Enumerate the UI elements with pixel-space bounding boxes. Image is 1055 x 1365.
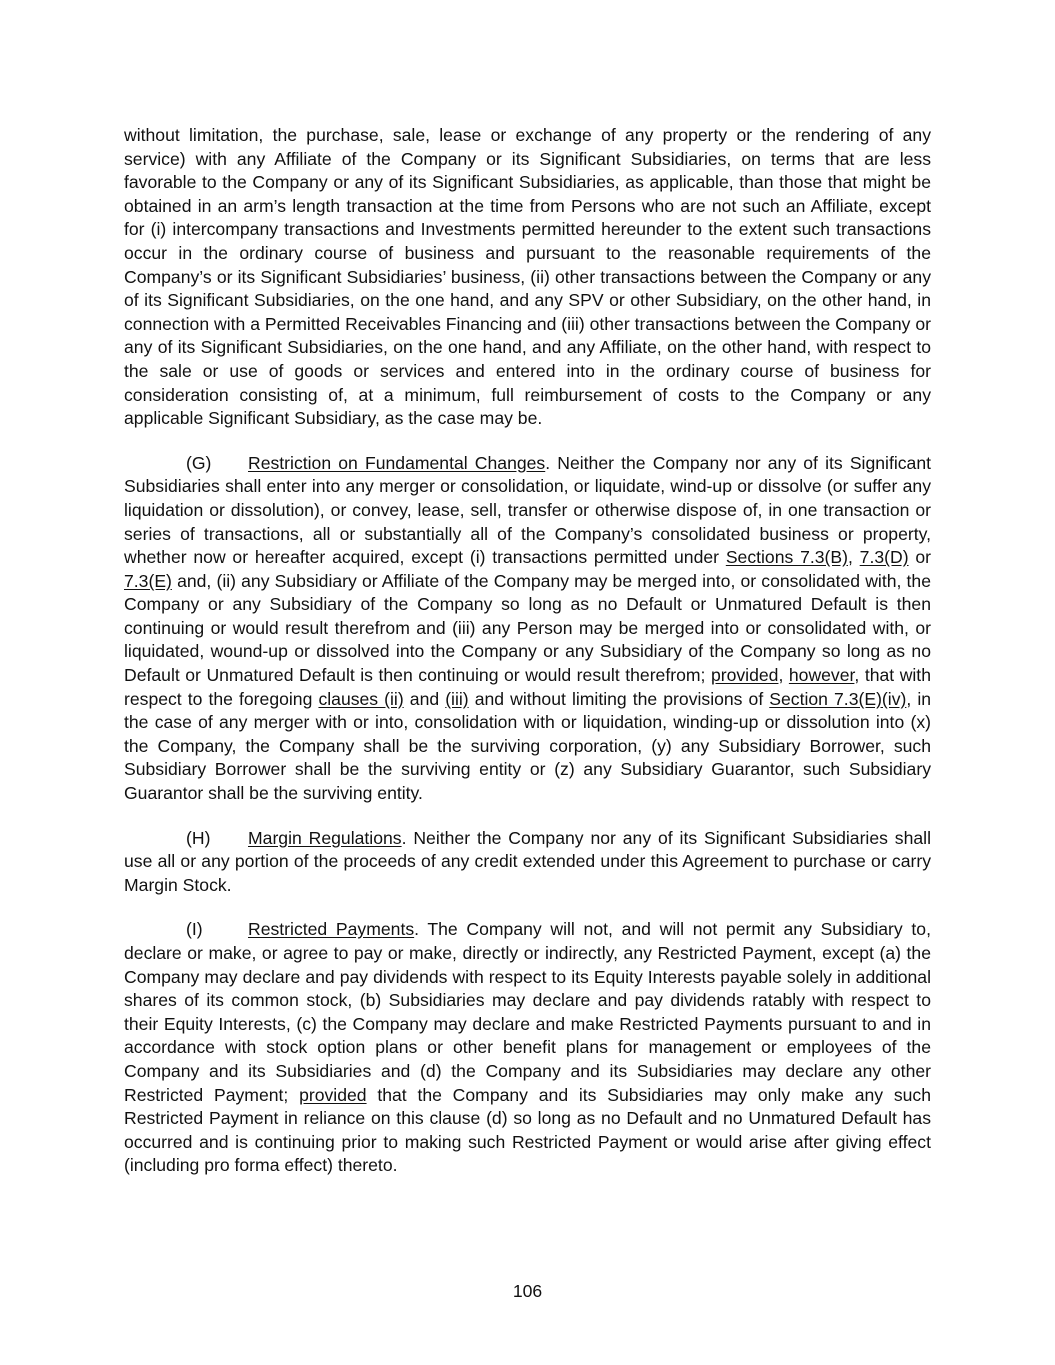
section-g-text: , that with respect to the foregoing xyxy=(124,665,931,709)
page-number: 106 xyxy=(512,1281,543,1301)
cross-reference: Sections 7.3(B) xyxy=(725,547,848,568)
section-g xyxy=(124,452,931,806)
section-g-text: . Neither the Company nor any of its Significant Subsidiaries shall enter into any merger or consolidation, or liquidate, wind-up or dissolve (or suffer any liquidation or dissolution), or convey, lease, sell, transfer or otherwise dispose of, in one transaction or series of transactions, all or substantially all of the Company’s consolidated business or property, whether now or hereafter acquired, except (i) transactions permitted under xyxy=(124,452,931,568)
section-g-text: and without limiting the provisions of xyxy=(468,688,770,709)
section-h-text: . Neither the Company nor any of its Significant Subsidiaries shall use all or any portion of the proceeds of any credit extended under this Agreement to purchase or carry Margin Stock. xyxy=(124,827,931,895)
section-g-text: or xyxy=(908,547,931,568)
section-i-number: (I) xyxy=(186,919,203,940)
section-g-text: and xyxy=(403,688,446,709)
section-i xyxy=(124,918,931,1178)
cross-reference: (iii) xyxy=(445,688,469,709)
proviso-term: provided xyxy=(299,1084,367,1105)
page-body xyxy=(124,124,931,1178)
cross-reference: Section 7.3(E)(iv) xyxy=(769,688,907,709)
cross-reference: clauses (ii) xyxy=(318,688,404,709)
cross-reference: 7.3(D) xyxy=(859,547,909,568)
section-g-number: (G) xyxy=(186,452,212,473)
section-g-text: , in the case of any merger with or into, consolidation with or liquidation, winding-up or dissolution into (x) the Company, the Company shall be the surviving corporation, (y) any Subsidiary Borrower, such Subsidiary Borrower shall be the surviving entity or (z) any Subsidiary Guarantor, such Subsidiary Guarantor shall be the surviving entity. xyxy=(124,688,932,804)
section-g-text: , xyxy=(778,665,789,686)
section-i-heading: Restricted Payments xyxy=(248,919,415,940)
continued-paragraph xyxy=(124,124,931,431)
proviso-term: however xyxy=(788,665,855,686)
section-g-text: and, (ii) any Subsidiary or Affiliate of the Company may be merged into, or consolidated with, the Company or any Subsidiary of the Company so long as no Default or Unmatured Default is then continuing or would result therefrom and (iii) any Person may be merged into or consolidated with, or liquidated, wound-up or dissolved into the Company or any Subsidiary of the Company so long as no Default or Unmatured Default is then continuing or would result therefrom; xyxy=(124,570,931,686)
section-i-text: that the Company and its Subsidiaries may only make any such Restricted Payment in reliance on this clause (d) so long as no Default and no Unmatured Default has occurred and is continuing prior to making such Restricted Payment or would arise after giving effect (including pro forma effect) thereto. xyxy=(124,1084,931,1176)
section-h-number: (H) xyxy=(186,827,211,848)
continued-paragraph-text: without limitation, the purchase, sale, lease or exchange of any property or the rendering of any service) with any Affiliate of the Company or its Significant Subsidiaries, on terms that are less favorable to the Company or any of its Significant Subsidiaries, as applicable, than those that might be obtained in an arm’s length transaction at the time from Persons who are not such an Affiliate, except for (i) intercompany transactions and Investments permitted hereunder to the extent such transactions occur in the ordinary course of business and pursuant to the reasonable requirements of the Company’s or its Significant Subsidiaries’ business, (ii) other transactions between the Company or any of its Significant Subsidiaries, on the one hand, and any SPV or other Subsidiary, on the other hand, in connection with a Permitted Receivables Financing and (iii) other transactions between the Company or any of its Significant Subsidiaries, on the one hand, and any Affiliate, on the other hand, with respect to the sale or use of goods or services and entered into in the ordinary course of business for consideration consisting of, at a minimum, full reimbursement of costs to the Company or any applicable Significant Subsidiary, as the case may be. xyxy=(124,125,931,429)
section-g-heading: Restriction on Fundamental Changes xyxy=(248,452,546,473)
cross-reference: 7.3(E) xyxy=(124,570,172,591)
section-g-text: , xyxy=(848,547,860,568)
section-h xyxy=(124,827,931,898)
proviso-term: provided xyxy=(710,665,779,686)
section-h-heading: Margin Regulations xyxy=(248,827,402,848)
section-i-text: . The Company will not, and will not permit any Subsidiary to, declare or make, or agree to pay or make, directly or indirectly, any Restricted Payment, except (a) the Company may declare and pay dividends with respect to its Equity Interests payable solely in additional shares of its common stock, (b) Subsidiaries may declare and pay dividends ratably with respect to their Equity Interests, (c) the Company may declare and make Restricted Payments pursuant to and in accordance with stock option plans or other benefit plans for management or employees of the Company and its Subsidiaries and (d) the Company and its Subsidiaries may declare any other Restricted Payment; xyxy=(124,919,931,1105)
